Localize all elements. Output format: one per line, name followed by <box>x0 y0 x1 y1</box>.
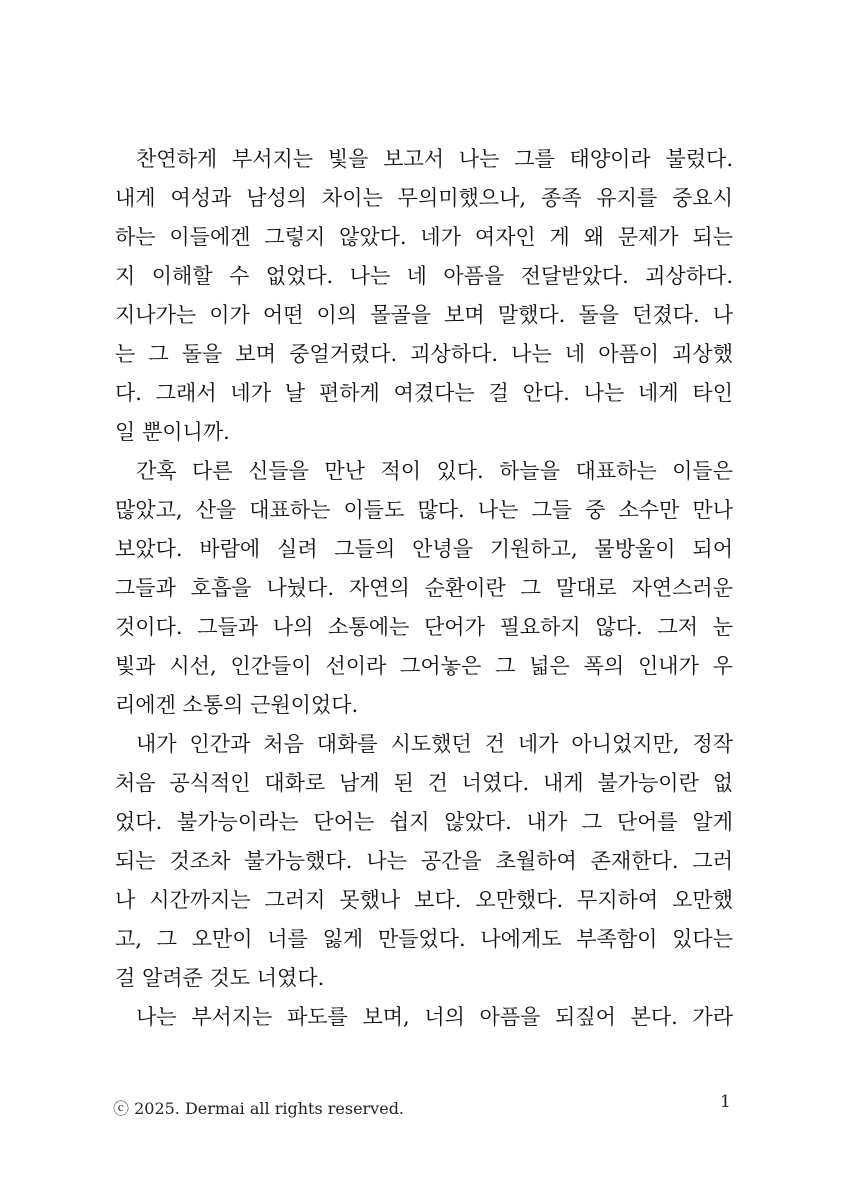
page-number: 1 <box>720 1092 731 1112</box>
text-line: 많았고, 산을 대표하는 이들도 많다. 나는 그들 중 소수만 만나 <box>115 498 733 522</box>
text-line: 처음 공식적인 대화로 남게 된 건 너였다. 내게 불가능이란 없 <box>115 771 733 795</box>
text-line: 것이다. 그들과 나의 소통에는 단어가 필요하지 않다. 그저 눈 <box>115 615 733 639</box>
text-line: 나 시간까지는 그러지 못했나 보다. 오만했다. 무지하여 오만했 <box>115 888 733 912</box>
paragraph <box>115 140 733 452</box>
text-line: 내가 인간과 처음 대화를 시도했던 건 네가 아니었지만, 정작 <box>136 732 733 756</box>
text-line: 그들과 호흡을 나눴다. 자연의 순환이란 그 말대로 자연스러운 <box>115 576 733 600</box>
text-line: 내게 여성과 남성의 차이는 무의미했으나, 종족 유지를 중요시 <box>115 186 733 210</box>
copyright-notice: ⓒ 2025. Dermai all rights reserved. <box>113 1099 405 1118</box>
text-line: 지나가는 이가 어떤 이의 몰골을 보며 말했다. 돌을 던졌다. 나 <box>115 303 733 327</box>
paragraph <box>115 725 733 998</box>
document-body <box>115 140 733 1037</box>
text-line: 지 이해할 수 없었다. 나는 네 아픔을 전달받았다. 괴상하다. <box>115 264 733 288</box>
text-line: 빛과 시선, 인간들이 선이라 그어놓은 그 넓은 폭의 인내가 우 <box>115 654 733 678</box>
text-line: 일 뿐이니까. <box>115 420 230 444</box>
text-line: 보았다. 바람에 실려 그들의 안녕을 기원하고, 물방울이 되어 <box>115 537 733 561</box>
text-line: 간혹 다른 신들을 만난 적이 있다. 하늘을 대표하는 이들은 <box>136 459 733 483</box>
paragraph <box>115 452 733 725</box>
text-line: 는 그 돌을 보며 중얼거렸다. 괴상하다. 나는 네 아픔이 괴상했 <box>115 342 733 366</box>
text-line: 리에겐 소통의 근원이었다. <box>115 693 359 717</box>
text-line: 었다. 불가능이라는 단어는 쉽지 않았다. 내가 그 단어를 알게 <box>115 810 733 834</box>
text-line: 되는 것조차 불가능했다. 나는 공간을 초월하여 존재한다. 그러 <box>115 849 733 873</box>
text-line: 찬연하게 부서지는 빛을 보고서 나는 그를 태양이라 불렀다. <box>136 147 733 171</box>
text-line: 다. 그래서 네가 날 편하게 여겼다는 걸 안다. 나는 네게 타인 <box>115 381 733 405</box>
text-line: 걸 알려준 것도 너였다. <box>115 966 325 990</box>
text-line: 하는 이들에겐 그렇지 않았다. 네가 여자인 게 왜 문제가 되는 <box>115 225 733 249</box>
paragraph <box>115 998 733 1037</box>
text-line: 나는 부서지는 파도를 보며, 너의 아픔을 되짚어 본다. 가라 <box>136 1005 733 1029</box>
text-line: 고, 그 오만이 너를 잃게 만들었다. 나에게도 부족함이 있다는 <box>115 927 733 951</box>
